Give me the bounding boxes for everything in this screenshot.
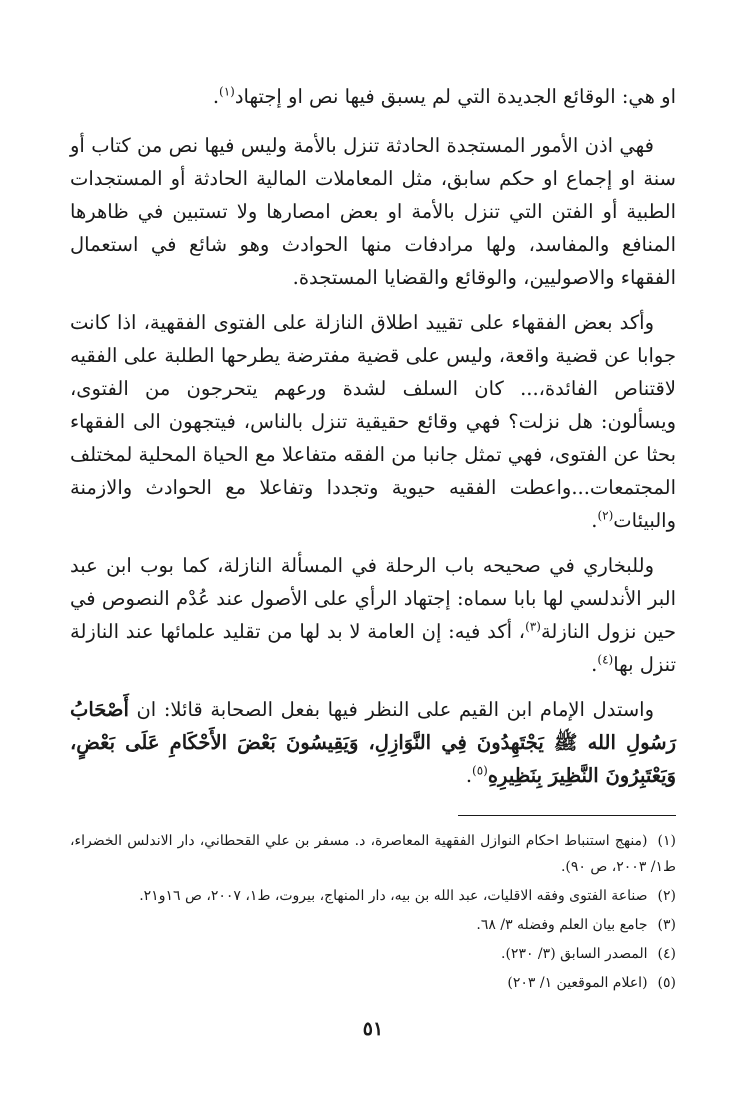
footnote-number: (٢) — [657, 888, 676, 904]
footnote-number: (٣) — [657, 917, 676, 933]
paragraph-text: او هي: الوقائع الجديدة التي لم يسبق فيها نص او إجتهاد — [234, 85, 676, 108]
footnote-number: (٤) — [657, 946, 676, 962]
footnote-ref-5: (٥) — [472, 763, 488, 778]
footnote-text: (منهج استنباط احكام النوازل الفقهية المعاصرة، د. مسفر بن علي القحطاني، دار الاندلس الخضراء، ط١/ ٢٠٠٣، ص ٩٠). — [70, 833, 676, 875]
paragraph-new-matters — [70, 129, 676, 294]
paragraph-bukhari — [70, 549, 676, 681]
paragraph-fatwa — [70, 306, 676, 537]
footnotes — [70, 828, 676, 999]
footnote-number: (٥) — [657, 975, 676, 991]
paragraph-text: فهي اذن الأمور المستجدة الحادثة تنزل بالأمة وليس فيها نص من كتاب أو سنة او إجماع او حكم سابق، مثل المعاملات المالية الحادثة أو المستجدات الطبية أو الفتن التي تنزل بالأمة او بعض امصارها ولا تستبين في ظاهرها المنافع والمفاسد، ولها مرادفات منها الحوادث وهو شائع في استعمال الفقهاء والاصوليين، والوقائع والقضايا المستجدة. — [70, 134, 676, 289]
paragraph-text: واستدل الإمام ابن القيم على النظر فيها بفعل الصحابة قائلا: ان — [136, 698, 654, 721]
footnote-text: صناعة الفتوى وفقه الاقليات، عبد الله بن بيه، دار المنهاج، بيروت، ط١، ٢٠٠٧، ص ١٦و٢١. — [139, 888, 648, 904]
footnote-divider — [458, 815, 676, 816]
paragraph-text-continued: ، أكد فيه: إن العامة لا بد لها من تقليد علمائها عند النازلة تنزل بها — [70, 620, 676, 676]
footnote-item — [70, 883, 676, 909]
footnote-text: (اعلام الموقعين ١/ ٢٠٣) — [507, 975, 648, 991]
footnote-item — [70, 912, 676, 938]
quoted-text: أَصْحَابُ رَسُولِ الله ﷺ يَجْتَهِدُونَ فِي النَّوَازِلِ، وَيَقِيسُونَ بَعْضَ الأَحْكَامِ عَلَى بَعْضٍ، وَيَعْتَبِرُونَ النَّظِيرَ بِنَظِيرِهِ — [70, 698, 676, 787]
paragraph-text: وللبخاري في صحيحه باب الرحلة في المسألة النازلة، كما بوب ابن عبد البر الأندلسي لها بابا سماه: إجتهاد الرأي على الأصول عند عُدْم النصوص في حين نزول النازلة — [70, 554, 676, 643]
footnote-item — [70, 941, 676, 967]
paragraph-end: . — [465, 764, 473, 787]
footnote-item — [70, 970, 676, 996]
footnote-ref-1: (١) — [219, 84, 235, 99]
paragraph-definition — [70, 80, 676, 113]
paragraph-ibn-qayyim — [70, 693, 676, 792]
footnote-ref-3: (٣) — [525, 619, 541, 634]
main-text — [70, 80, 676, 804]
footnote-number: (١) — [657, 833, 676, 849]
footnote-text: جامع بيان العلم وفضله ٣/ ٦٨. — [476, 917, 648, 933]
footnote-item — [70, 828, 676, 880]
page-number: ٥١ — [362, 1018, 384, 1040]
paragraph-end: . — [591, 509, 598, 532]
paragraph-end: . — [591, 653, 598, 676]
paragraph-text: وأكد بعض الفقهاء على تقييد اطلاق النازلة على الفتوى الفقهية، اذا كانت جوابا عن قضية واقعة، وليس على قضية مفترضة يطرحها الطلبة على الفقيه لاقتناص الفائدة،... كان السلف لشدة ورعهم يتحرجون من الفتوى، ويسألون: هل نزلت؟ فهي وقائع حقيقية تنزل بالناس، فيتجهون الى الفقهاء بحثا عن الفتوى، فهي تمثل جانبا من الفقه متفاعلا مع الحياة المحلية لمختلف المجتمعات...واعطت الفقيه حيوية وتجددا وتفاعلا مع الحوادث والازمنة والبيئات — [70, 311, 676, 532]
footnote-ref-2: (٢) — [597, 508, 614, 523]
paragraph-end: . — [212, 85, 220, 108]
footnote-ref-4: (٤) — [597, 652, 614, 667]
footnote-text: المصدر السابق (٣/ ٢٣٠). — [501, 946, 648, 962]
